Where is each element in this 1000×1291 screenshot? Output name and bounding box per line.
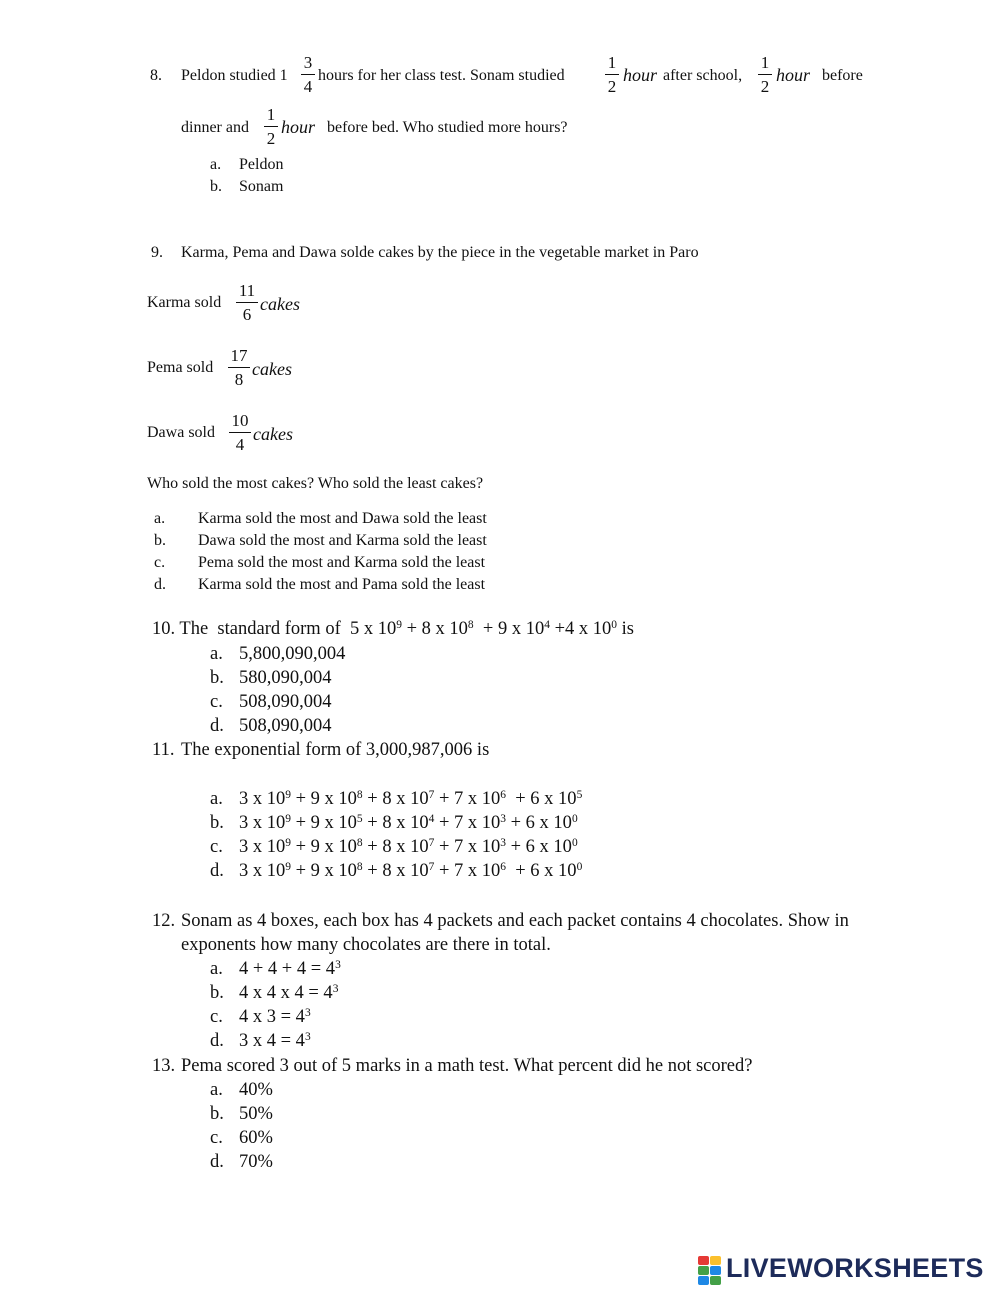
- q8-fraction-peldon: [301, 54, 315, 95]
- q9-option-a-letter: a.: [154, 510, 166, 527]
- q9-fraction-dawa: [229, 412, 251, 453]
- q11-exponent: 6: [500, 860, 506, 873]
- logo-block-blue: [710, 1266, 721, 1275]
- fraction-num: 17: [230, 346, 248, 365]
- q11-exponent: 3: [500, 836, 506, 849]
- fraction-den: 8: [234, 370, 244, 389]
- fraction-den: 2: [607, 77, 617, 96]
- fraction-bar: [758, 74, 772, 75]
- logo-block-yellow: [710, 1256, 721, 1265]
- q11-term: + 6 x 10: [506, 837, 572, 857]
- q10-option-a[interactable]: 5,800,090,004: [239, 644, 346, 664]
- fraction-bar: [264, 126, 278, 127]
- q12-option-c-letter: c.: [210, 1007, 223, 1027]
- q11-exponent: 9: [285, 860, 291, 873]
- q12-option-c-row[interactable]: [210, 1007, 311, 1028]
- q8-option-a[interactable]: Peldon: [239, 156, 284, 173]
- q11-option-d-letter: d.: [210, 861, 224, 881]
- q11-term: + 9 x 10: [290, 861, 357, 881]
- q12-option-b: 4 x 4 x 4 = 4: [239, 983, 333, 1003]
- q13-option-a-letter: a.: [210, 1080, 223, 1100]
- q10-exponent: 9: [396, 618, 402, 631]
- q8-fraction-half-1: [605, 54, 619, 95]
- q12-option-d: 3 x 4 = 4: [239, 1031, 305, 1051]
- q8-unit-hour-3: hour: [281, 117, 316, 137]
- q13-option-c-letter: c.: [210, 1128, 223, 1148]
- q10-term: +4 x 10: [549, 619, 612, 639]
- q10-exponent: 0: [611, 618, 617, 631]
- q12-exponent: 3: [304, 1030, 311, 1043]
- q11-term: + 9 x 10: [290, 837, 357, 857]
- q11-exponent: 4: [428, 812, 435, 825]
- q9-unit-cakes-3: cakes: [253, 424, 293, 444]
- q11-exponent: 0: [576, 860, 583, 873]
- q13-option-a[interactable]: 40%: [239, 1080, 273, 1100]
- liveworksheets-logo-text: LIVEWORKSHEETS: [726, 1253, 984, 1283]
- q11-term: + 6 x 10: [506, 813, 572, 833]
- q12-option-d-row[interactable]: [210, 1031, 311, 1052]
- q8-text-part1: Peldon studied 1: [181, 67, 288, 84]
- q12-option-d-letter: d.: [210, 1031, 224, 1051]
- q11-option-d-row[interactable]: [210, 861, 582, 882]
- q10-option-c-letter: c.: [210, 692, 223, 712]
- q12-option-a: 4 + 4 + 4 = 4: [239, 959, 336, 979]
- q12-number: 12.: [152, 911, 176, 931]
- logo-block-green-2: [710, 1276, 721, 1285]
- q11-option-b-row[interactable]: [210, 813, 578, 834]
- q9-fraction-pema: [228, 347, 250, 388]
- logo-block-red: [698, 1256, 709, 1265]
- fraction-den: 2: [760, 77, 770, 96]
- q11-term: 3 x 10: [239, 837, 286, 857]
- q11-term: 3 x 10: [239, 813, 286, 833]
- fraction-num: 11: [238, 281, 256, 300]
- q11-term: + 6 x 10: [506, 861, 577, 881]
- q10-option-c[interactable]: 508,090,004: [239, 692, 332, 712]
- q11-exponent: 9: [285, 812, 291, 825]
- q11-option-c-row[interactable]: [210, 837, 578, 858]
- q11-exponent: 9: [285, 788, 291, 801]
- fraction-num: 1: [607, 53, 617, 72]
- q9-option-b[interactable]: Dawa sold the most and Karma sold the least: [198, 532, 487, 549]
- q11-text: The exponential form of 3,000,987,006 is: [181, 740, 490, 760]
- q11-term: + 7 x 10: [434, 789, 501, 809]
- q12-line1: Sonam as 4 boxes, each box has 4 packets and each packet contains 4 chocolates. Show in: [181, 911, 849, 931]
- q13-option-c[interactable]: 60%: [239, 1128, 273, 1148]
- q12-exponent: 3: [335, 958, 341, 971]
- q8-fraction-half-2: [758, 54, 772, 95]
- fraction-den: 6: [242, 305, 252, 324]
- q12-option-a-row[interactable]: [210, 959, 341, 980]
- q12-exponent: 3: [332, 982, 339, 995]
- liveworksheets-logo-icon: [698, 1256, 722, 1286]
- logo-block-green: [698, 1266, 709, 1275]
- q10-option-d-letter: d.: [210, 716, 224, 736]
- q10-exponent: 8: [467, 618, 474, 631]
- q11-option-a-row[interactable]: [210, 789, 582, 810]
- q9-seller-dawa-label: Dawa sold: [147, 424, 215, 441]
- q11-number: 11.: [152, 740, 175, 760]
- q10-option-b[interactable]: 580,090,004: [239, 668, 332, 688]
- q12-option-b-row[interactable]: [210, 983, 338, 1004]
- q8-unit-hour-1: hour: [623, 65, 658, 85]
- q10-term: 5 x 10: [349, 619, 397, 639]
- q12-exponent: 3: [304, 1006, 311, 1019]
- q13-option-b-letter: b.: [210, 1104, 224, 1124]
- q11-term: + 7 x 10: [434, 813, 501, 833]
- q13-option-d-letter: d.: [210, 1152, 224, 1172]
- q8-fraction-peldon-num: 3: [303, 53, 313, 72]
- fraction-num: 1: [266, 105, 276, 124]
- q11-exponent: 0: [571, 812, 578, 825]
- fraction-bar: [228, 367, 250, 368]
- q8-fraction-peldon-den: 4: [303, 77, 313, 96]
- q12-option-b-letter: b.: [210, 983, 224, 1003]
- q11-exponent: 5: [576, 788, 583, 801]
- q9-option-a[interactable]: Karma sold the most and Dawa sold the least: [198, 510, 487, 527]
- q9-unit-cakes-1: cakes: [260, 294, 300, 314]
- q11-term: 3 x 10: [239, 789, 286, 809]
- q11-exponent: 3: [500, 812, 506, 825]
- q11-term: + 8 x 10: [362, 861, 429, 881]
- q8-text-part4: before: [822, 67, 863, 84]
- q9-seller-pema-label: Pema sold: [147, 359, 214, 376]
- q8-fraction-half-3: [264, 106, 278, 147]
- q11-exponent: 8: [356, 788, 363, 801]
- q12-option-c: 4 x 3 = 4: [239, 1007, 305, 1027]
- q13-text: Pema scored 3 out of 5 marks in a math test. What percent did he not scored?: [181, 1056, 753, 1076]
- fraction-bar: [236, 302, 258, 303]
- q11-exponent: 0: [571, 836, 578, 849]
- q11-term: + 8 x 10: [362, 813, 429, 833]
- q11-exponent: 7: [428, 788, 435, 801]
- q8-unit-hour-2: hour: [776, 65, 811, 85]
- q11-exponent: 8: [356, 860, 363, 873]
- q11-term: + 7 x 10: [434, 861, 501, 881]
- q11-term: + 6 x 10: [506, 789, 577, 809]
- q11-exponent: 7: [428, 836, 435, 849]
- q9-option-c[interactable]: Pema sold the most and Karma sold the least: [198, 554, 486, 571]
- q8-line2-start: dinner and: [181, 119, 249, 136]
- q9-seller-karma-label: Karma sold: [147, 294, 222, 311]
- q10-term: + 9 x 10: [473, 619, 545, 639]
- fraction-bar: [229, 432, 251, 433]
- logo-block-blue-2: [698, 1276, 709, 1285]
- q8-option-b[interactable]: Sonam: [239, 178, 284, 195]
- q11-exponent: 9: [285, 836, 291, 849]
- q8-text-part2: hours for her class test. Sonam studied: [318, 67, 565, 84]
- q8-line2-end: before bed. Who studied more hours?: [327, 119, 568, 136]
- q10-question: [152, 619, 634, 640]
- q11-term: 3 x 10: [239, 861, 286, 881]
- q11-exponent: 7: [428, 860, 435, 873]
- q11-option-b-letter: b.: [210, 813, 224, 833]
- q9-number: 9.: [151, 244, 163, 261]
- q11-exponent: 6: [500, 788, 506, 801]
- q8-option-b-letter: b.: [210, 178, 222, 195]
- q11-option-c-letter: c.: [210, 837, 223, 857]
- q12-line2: exponents how many chocolates are there in total.: [181, 935, 551, 955]
- q9-fraction-karma: [236, 282, 258, 323]
- q9-text: Karma, Pema and Dawa solde cakes by the piece in the vegetable market in Paro: [181, 244, 699, 261]
- q10-prefix: The standard form of: [179, 619, 350, 639]
- fraction-den: 4: [235, 435, 245, 454]
- q10-exponent: 4: [544, 618, 550, 631]
- fraction-num: 10: [231, 411, 249, 430]
- q11-term: + 7 x 10: [434, 837, 501, 857]
- q9-option-b-letter: b.: [154, 532, 166, 549]
- q13-option-d[interactable]: 70%: [239, 1152, 273, 1172]
- q9-unit-cakes-2: cakes: [252, 359, 292, 379]
- q11-term: + 9 x 10: [290, 813, 357, 833]
- q10-option-d[interactable]: 508,090,004: [239, 716, 332, 736]
- fraction-bar: [605, 74, 619, 75]
- fraction-num: 1: [760, 53, 770, 72]
- q8-option-a-letter: a.: [210, 156, 222, 173]
- q10-term: + 8 x 10: [401, 619, 468, 639]
- q8-number: 8.: [150, 67, 162, 84]
- q8-text-part3: after school,: [663, 67, 743, 84]
- fraction-den: 2: [266, 129, 276, 148]
- q11-exponent: 5: [356, 812, 363, 825]
- q9-question: Who sold the most cakes? Who sold the least cakes?: [147, 475, 484, 492]
- q11-exponent: 8: [356, 836, 363, 849]
- q10-option-b-letter: b.: [210, 668, 224, 688]
- q10-number: 10.: [152, 619, 176, 639]
- q10-option-a-letter: a.: [210, 644, 223, 664]
- q13-option-b[interactable]: 50%: [239, 1104, 273, 1124]
- q9-option-d-letter: d.: [154, 576, 166, 593]
- q10-term: is: [616, 619, 634, 639]
- q11-term: + 8 x 10: [362, 789, 429, 809]
- q9-option-c-letter: c.: [154, 554, 166, 571]
- q12-option-a-letter: a.: [210, 959, 223, 979]
- q13-number: 13.: [152, 1056, 176, 1076]
- fraction-bar: [301, 74, 315, 75]
- q11-term: + 9 x 10: [290, 789, 357, 809]
- q11-option-a-letter: a.: [210, 789, 223, 809]
- q9-option-d[interactable]: Karma sold the most and Pama sold the least: [198, 576, 486, 593]
- q11-term: + 8 x 10: [362, 837, 429, 857]
